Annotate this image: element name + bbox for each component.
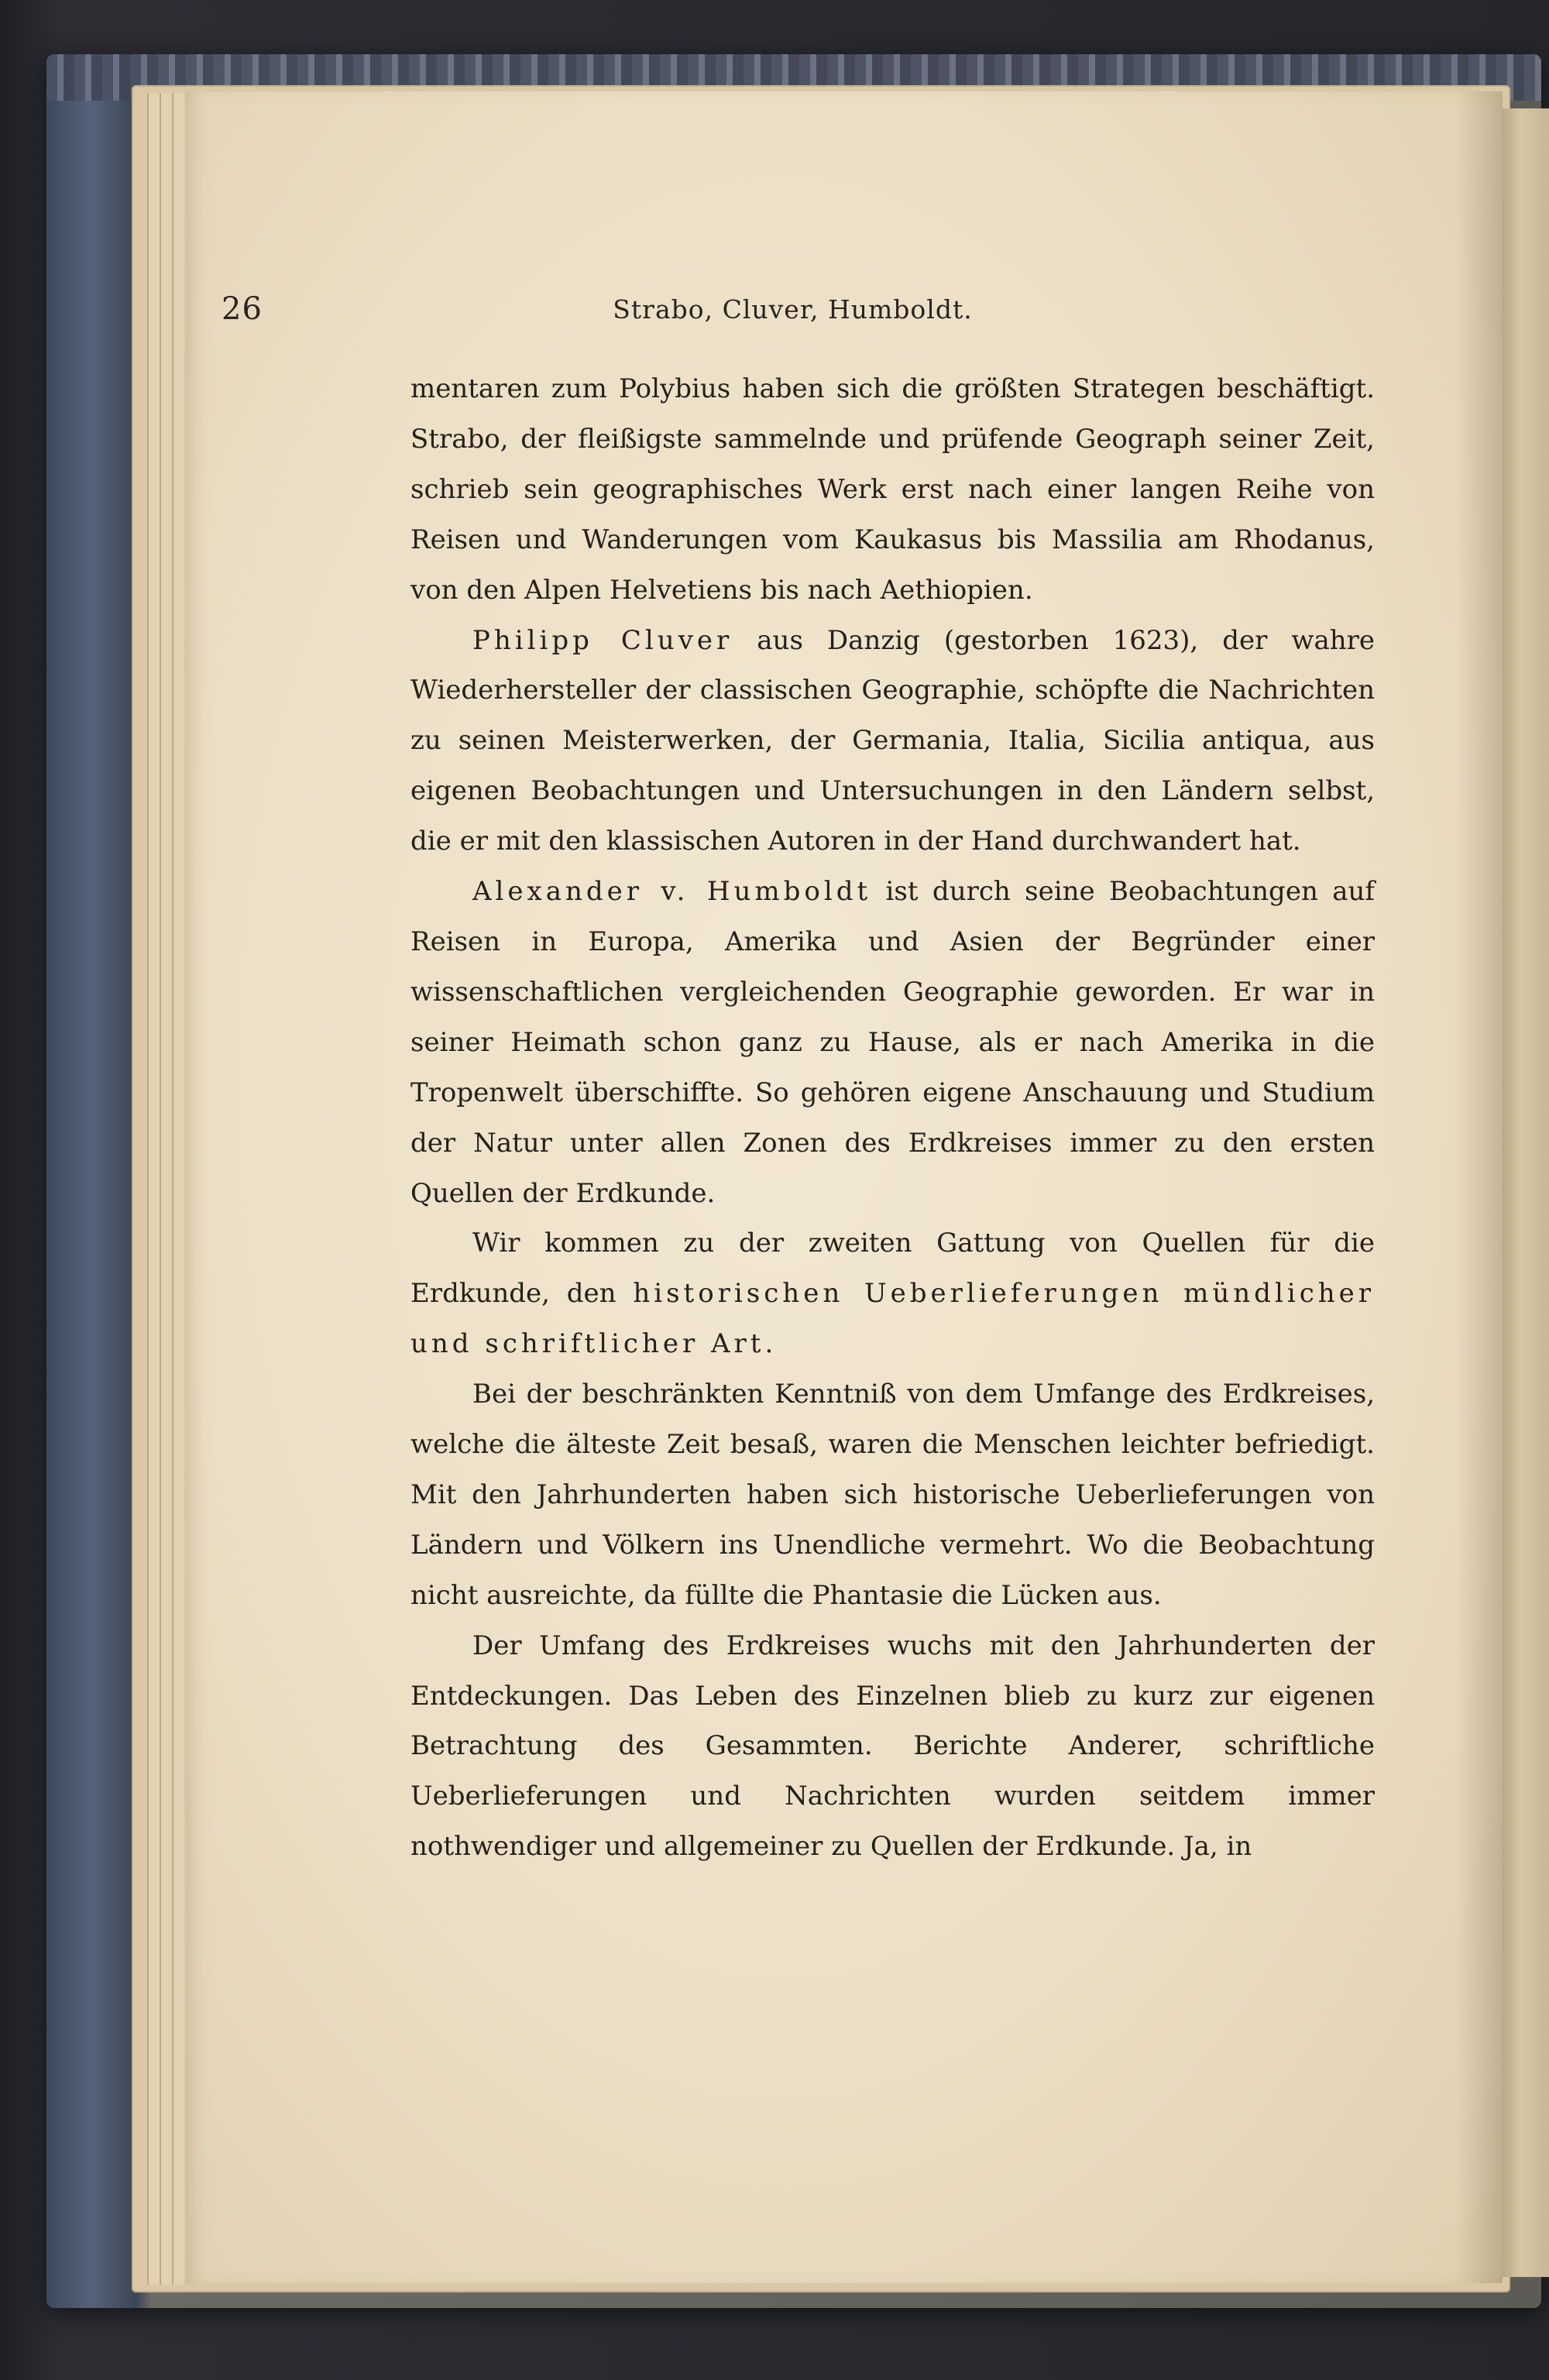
paragraph-text: aus eigenen Beobachtungen und Untersuchungen in den Ländern selbst, die er mit den klassischen Autoren in der Hand durchwandert hat. (410, 725, 1375, 857)
gutter-shadow (1456, 91, 1503, 2283)
person-name-humboldt: Alexander v. Humboldt (472, 876, 872, 908)
page-edge-strip (172, 93, 184, 2285)
paragraph-text: Der Umfang des Erdkreises wuchs mit den Jahrhunderten der Entdeckungen. Das Leben des Einzelnen blieb zu kurz zur eigenen Betrachtung des Gesammten. Berichte Anderer, schriftliche Ueberlieferungen und Nachrichten wurden seitdem immer nothwendiger und allgemeiner zu Quellen der Erdkunde. Ja, in (410, 1630, 1375, 1863)
body-text (410, 364, 1375, 1872)
latin-work-titles: Germania, Italia, Sicilia antiqua, (852, 725, 1312, 757)
paragraph-text: Bei der beschränkten Kenntniß von dem Umfange des Erdkreises, welche die älteste Zeit besaß, waren die Menschen leichter befriedigt. Mit den Jahrhunderten haben sich historische Ueberlieferungen von Ländern und Völkern ins Unendliche vermehrt. Wo die Beobachtung nicht ausreichte, da füllte die Phantasie die Lücken aus. (410, 1379, 1375, 1611)
paragraph-text: Wir kommen zu der zweiten Gattung von Quellen für die Erdkunde, den (410, 1228, 1375, 1310)
page-edge-strip (147, 93, 160, 2285)
running-head: Strabo, Cluver, Humboldt. (613, 294, 973, 325)
paragraph (410, 867, 1375, 1218)
facing-page-edge (1503, 108, 1549, 2277)
paragraph (410, 364, 1375, 616)
paragraph (410, 616, 1375, 867)
person-name-cluver: Philipp Cluver (472, 624, 733, 656)
emphasized-phrase: historischen Ueberlieferungen mündlicher und schriftlicher Art. (410, 1278, 1376, 1360)
paragraph-text: ist durch seine Beobachtungen auf Reisen in Europa, Amerika und Asien der Begründer einer wissenschaftlichen vergleichenden Geographie geworden. Er war in seiner Heimath schon ganz zu Hause, als er nach Amerika in die Tropenwelt überschiffte. So gehören eigene Anschauung und Studium der Natur unter allen Zonen des Erdkreises immer zu den ersten Quellen der Erdkunde. (410, 876, 1375, 1209)
page-edge-strip (160, 93, 172, 2285)
paragraph-text: mentaren zum Polybius haben sich die größten Strategen beschäftigt. Strabo, der fleißigste sammelnde und prüfende Geograph seiner Zeit, schrieb sein geographisches Werk erst nach einer langen Reihe von Reisen und Wanderungen vom Kaukasus bis Massilia am Rhodanus, von den Alpen Helvetiens bis nach Aethiopien. (410, 373, 1375, 606)
paragraph-text: aus Danzig (gestorben 1623), der wahre Wiederhersteller der classischen Geographie, schöpfte die Nachrichten zu seinen Meisterwerken, der (410, 624, 1376, 757)
paragraph (410, 1621, 1375, 1873)
paragraph (410, 1218, 1375, 1369)
page-header (222, 291, 1364, 338)
paragraph (410, 1369, 1375, 1621)
page-number: 26 (222, 291, 263, 327)
